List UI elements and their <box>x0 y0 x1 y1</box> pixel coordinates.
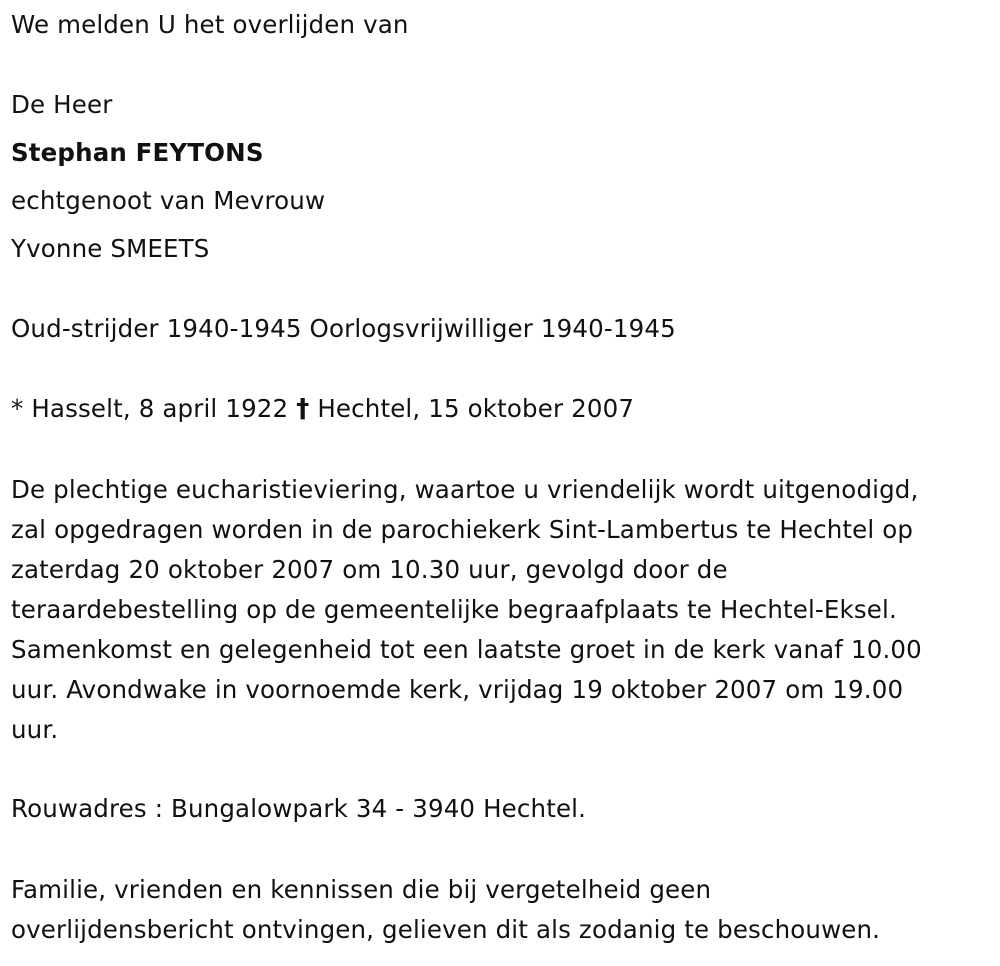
dates-line <box>11 394 634 424</box>
ceremony-line: uur. <box>11 715 59 744</box>
ceremony-paragraph <box>11 470 996 750</box>
ceremony-line: De plechtige eucharistieviering, waartoe u vriendelijk wordt uitgenodigd, <box>11 475 919 504</box>
ceremony-line: uur. Avondwake in voornoemde kerk, vrijdag 19 oktober 2007 om 19.00 <box>11 675 904 704</box>
titles-line: Oud-strijder 1940-1945 Oorlogsvrijwilliger 1940-1945 <box>11 314 676 343</box>
ceremony-line: zal opgedragen worden in de parochiekerk Sint-Lambertus te Hechtel op <box>11 515 914 544</box>
spouse-prefix: echtgenoot van Mevrouw <box>11 186 326 215</box>
cross-icon: † <box>296 394 310 424</box>
intro-text: We melden U het overlijden van <box>11 10 409 39</box>
deceased-name: Stephan FEYTONS <box>11 138 264 167</box>
ceremony-line: zaterdag 20 oktober 2007 om 10.30 uur, gevolgd door de <box>11 555 728 584</box>
closing-line: overlijdensbericht ontvingen, gelieven dit als zodanig te beschouwen. <box>11 915 881 944</box>
ceremony-line: Samenkomst en gelegenheid tot een laatste groet in de kerk vanaf 10.00 <box>11 635 922 664</box>
mourning-address: Rouwadres : Bungalowpark 34 - 3940 Hechtel. <box>11 794 587 823</box>
ceremony-line: teraardebestelling op de gemeentelijke begraafplaats te Hechtel-Eksel. <box>11 595 897 624</box>
birth-info: * Hasselt, 8 april 1922 <box>11 394 289 423</box>
closing-paragraph <box>11 870 996 950</box>
honorific: De Heer <box>11 90 113 119</box>
closing-line: Familie, vrienden en kennissen die bij vergetelheid geen <box>11 875 712 904</box>
spouse-name: Yvonne SMEETS <box>11 234 210 263</box>
death-info: Hechtel, 15 oktober 2007 <box>317 394 635 423</box>
